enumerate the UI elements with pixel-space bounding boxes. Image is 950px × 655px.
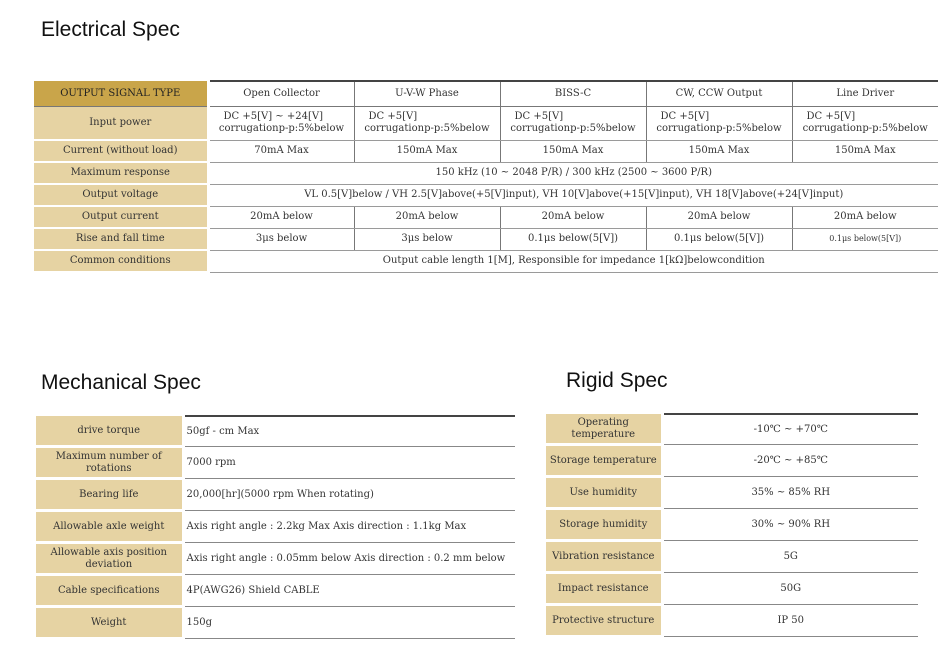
table-row	[36, 575, 515, 607]
input-power-voltage: DC +5[V] ~ +24[V]	[223, 111, 323, 123]
row-label-current: Current (without load)	[34, 140, 208, 162]
table-cell: 20mA below	[646, 206, 792, 228]
row-value: 4P(AWG26) Shield CABLE	[183, 575, 515, 607]
table-cell	[646, 107, 792, 141]
table-cell: 20mA below	[792, 206, 938, 228]
row-label-output-voltage: Output voltage	[34, 184, 208, 206]
column-open-collector: Open Collector	[208, 81, 354, 107]
table-row	[546, 477, 918, 509]
row-label-common-conditions: Common conditions	[34, 250, 208, 272]
row-label-max-response: Maximum response	[34, 162, 208, 184]
table-row	[546, 573, 918, 605]
table-cell	[208, 107, 354, 141]
table-cell: 150mA Max	[500, 140, 646, 162]
table-cell: Output cable length 1[M], Responsible for impedance 1[kΩ]belowcondition	[208, 250, 938, 272]
row-label: Impact resistance	[546, 573, 662, 605]
row-value: Axis right angle : 2.2kg Max Axis direction : 1.1kg Max	[183, 511, 515, 543]
table-cell: 150mA Max	[354, 140, 500, 162]
table-row	[34, 228, 938, 250]
column-line-driver: Line Driver	[792, 81, 938, 107]
row-label: Maximum number of rotations	[36, 447, 183, 479]
table-row	[34, 184, 938, 206]
table-row	[546, 509, 918, 541]
table-cell	[500, 107, 646, 141]
electrical-spec-title: Electrical Spec	[41, 18, 180, 41]
table-cell: 0.1μs below(5[V])	[792, 228, 938, 250]
row-label: Vibration resistance	[546, 541, 662, 573]
table-row	[546, 605, 918, 637]
input-power-ripple: corrugationp-p:5%below	[510, 123, 636, 135]
row-value: 7000 rpm	[183, 447, 515, 479]
input-power-ripple: corrugationp-p:5%below	[364, 123, 490, 135]
rigid-spec-table	[546, 413, 918, 638]
table-row	[546, 541, 918, 573]
table-cell	[354, 107, 500, 141]
row-label: Bearing life	[36, 479, 183, 511]
row-label-input-power: Input power	[34, 107, 208, 141]
row-value: -10℃ ~ +70℃	[662, 414, 918, 445]
row-label: Operating temperature	[546, 414, 662, 445]
table-row	[34, 107, 938, 141]
mechanical-spec-table	[36, 415, 515, 640]
table-cell: 150 kHz (10 ~ 2048 P/R) / 300 kHz (2500 ~ 3600 P/R)	[208, 162, 938, 184]
row-label: Allowable axis position deviation	[36, 543, 183, 575]
table-cell: VL 0.5[V]below / VH 2.5[V]above(+5[V]input), VH 10[V]above(+15[V]input), VH 18[V]above(+24[V]input)	[208, 184, 938, 206]
table-row	[36, 479, 515, 511]
row-label: Storage temperature	[546, 445, 662, 477]
row-label: Weight	[36, 607, 183, 639]
table-row	[34, 140, 938, 162]
table-row	[546, 414, 918, 445]
table-row	[36, 511, 515, 543]
table-cell: 3μs below	[208, 228, 354, 250]
row-label: drive torque	[36, 416, 183, 447]
column-biss-c: BISS-C	[500, 81, 646, 107]
row-label: Use humidity	[546, 477, 662, 509]
column-uvw-phase: U-V-W Phase	[354, 81, 500, 107]
row-value: 50gf - cm Max	[183, 416, 515, 447]
input-power-ripple: corrugationp-p:5%below	[218, 123, 345, 135]
row-value: Axis right angle : 0.05mm below Axis direction : 0.2 mm below	[183, 543, 515, 575]
row-value: 5G	[662, 541, 918, 573]
row-value: 35% ~ 85% RH	[662, 477, 918, 509]
input-power-ripple: corrugationp-p:5%below	[656, 123, 782, 135]
input-power-voltage: DC +5[V]	[368, 111, 418, 123]
mechanical-spec-title: Mechanical Spec	[41, 371, 201, 394]
table-cell: 20mA below	[354, 206, 500, 228]
table-row	[36, 447, 515, 479]
table-cell: 20mA below	[500, 206, 646, 228]
electrical-spec-table	[34, 80, 938, 273]
row-label: Storage humidity	[546, 509, 662, 541]
input-power-voltage: DC +5[V]	[660, 111, 710, 123]
row-value: 50G	[662, 573, 918, 605]
row-value: 30% ~ 90% RH	[662, 509, 918, 541]
table-row	[36, 607, 515, 639]
table-cell: 3μs below	[354, 228, 500, 250]
row-label: Protective structure	[546, 605, 662, 637]
input-power-voltage: DC +5[V]	[514, 111, 564, 123]
row-value: IP 50	[662, 605, 918, 637]
table-cell: 0.1μs below(5[V])	[646, 228, 792, 250]
table-row	[34, 206, 938, 228]
output-signal-type-header: OUTPUT SIGNAL TYPE	[34, 81, 208, 107]
table-cell	[792, 107, 938, 141]
table-cell: 150mA Max	[792, 140, 938, 162]
row-value: -20℃ ~ +85℃	[662, 445, 918, 477]
table-header-row	[34, 81, 938, 107]
table-row	[36, 543, 515, 575]
table-cell: 0.1μs below(5[V])	[500, 228, 646, 250]
table-cell: 20mA below	[208, 206, 354, 228]
row-value: 20,000[hr](5000 rpm When rotating)	[183, 479, 515, 511]
table-row	[36, 416, 515, 447]
table-cell: 150mA Max	[646, 140, 792, 162]
table-row	[546, 445, 918, 477]
table-row	[34, 250, 938, 272]
input-power-ripple: corrugationp-p:5%below	[802, 123, 928, 135]
row-value: 150g	[183, 607, 515, 639]
row-label: Allowable axle weight	[36, 511, 183, 543]
input-power-voltage: DC +5[V]	[806, 111, 856, 123]
row-label: Cable specifications	[36, 575, 183, 607]
rigid-spec-title: Rigid Spec	[566, 369, 668, 392]
row-label-output-current: Output current	[34, 206, 208, 228]
row-label-rise-fall: Rise and fall time	[34, 228, 208, 250]
column-cw-ccw-output: CW, CCW Output	[646, 81, 792, 107]
table-cell: 70mA Max	[208, 140, 354, 162]
table-row	[34, 162, 938, 184]
